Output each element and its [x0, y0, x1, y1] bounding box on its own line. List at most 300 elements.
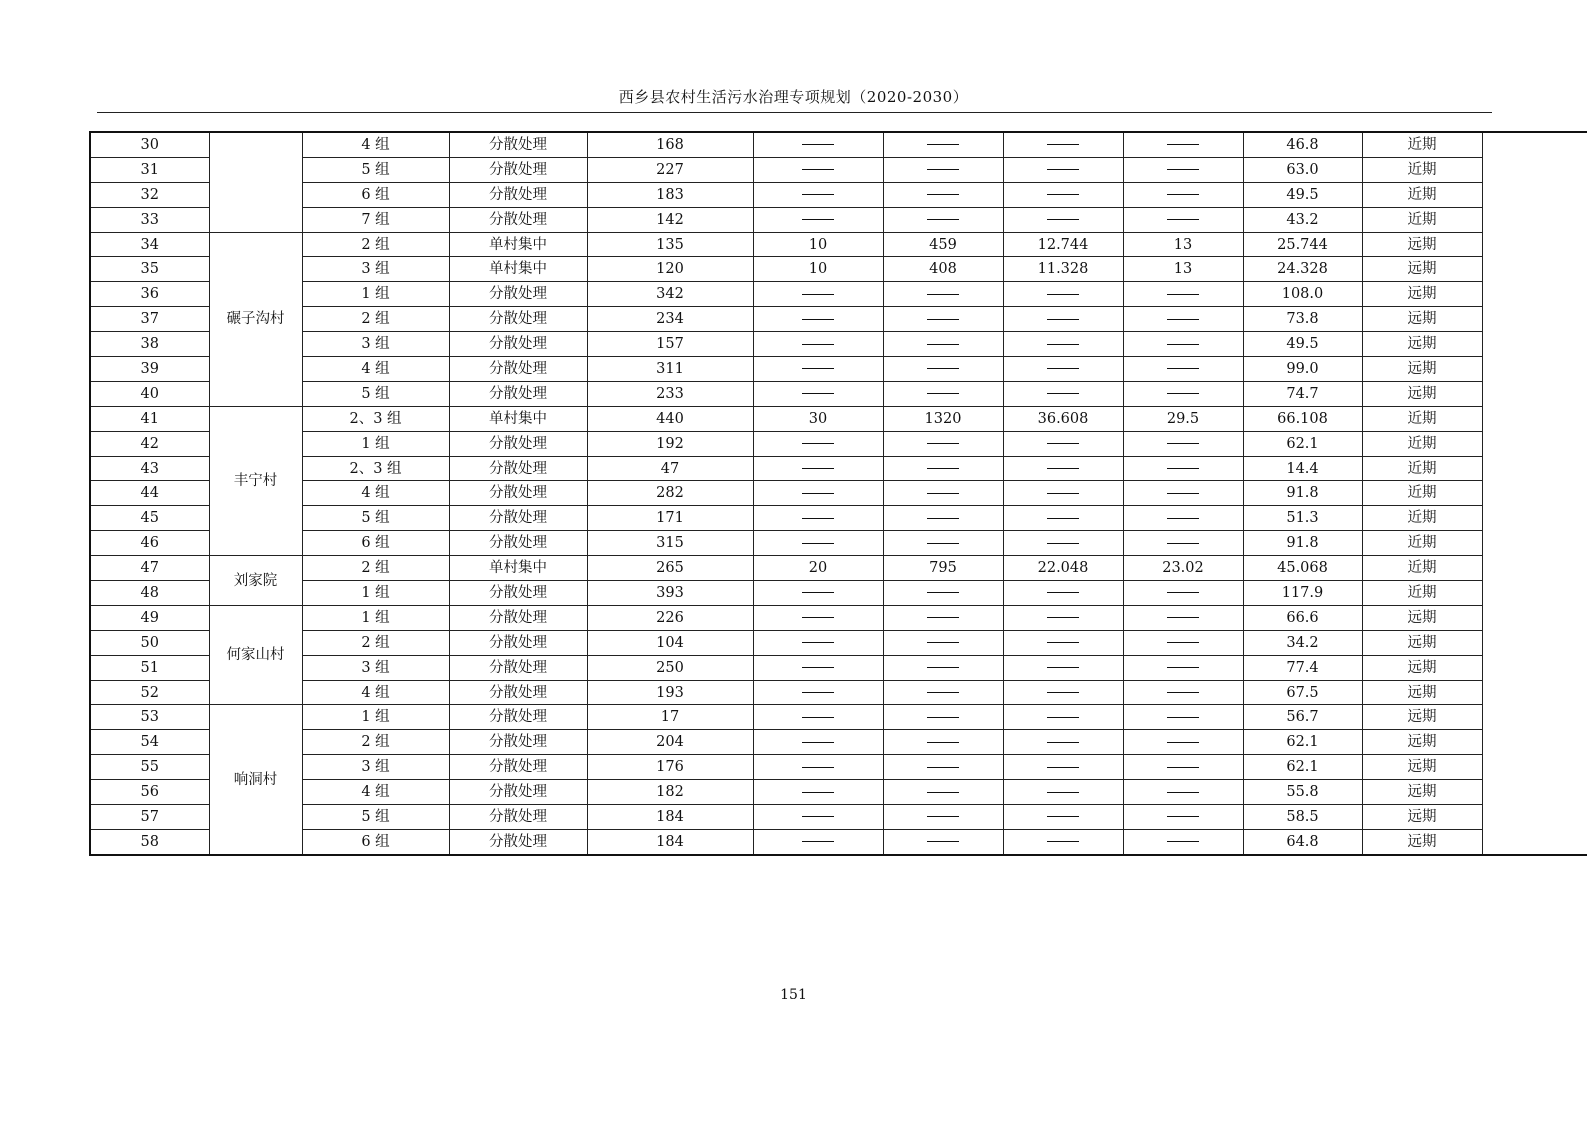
dash-placeholder [1167, 393, 1199, 394]
table-row [90, 207, 1587, 232]
table-row [90, 730, 1587, 755]
dash-placeholder [802, 493, 834, 494]
group-cell: 5 组 [302, 157, 449, 182]
dash-placeholder [802, 368, 834, 369]
pipe-cost-cell [1003, 605, 1123, 630]
facility-cost-cell: 13 [1123, 232, 1243, 257]
pipe-cost-cell [1003, 506, 1123, 531]
pipe-length-cell [883, 630, 1003, 655]
period-cell: 远期 [1362, 381, 1482, 406]
table-row [90, 357, 1587, 382]
dash-placeholder [927, 443, 959, 444]
group-cell: 6 组 [302, 829, 449, 854]
facility-cost-cell [1123, 581, 1243, 606]
population-cell: 192 [587, 431, 753, 456]
total-cost-cell: 77.4 [1243, 655, 1362, 680]
group-cell: 3 组 [302, 257, 449, 282]
dash-placeholder [1167, 543, 1199, 544]
population-cell: 226 [587, 605, 753, 630]
group-cell: 3 组 [302, 655, 449, 680]
period-cell: 近期 [1362, 456, 1482, 481]
pipe-cost-cell [1003, 655, 1123, 680]
dash-placeholder [802, 742, 834, 743]
group-cell: 2 组 [302, 630, 449, 655]
row-number-cell: 53 [90, 705, 209, 730]
dash-placeholder [802, 443, 834, 444]
pipe-length-cell [883, 381, 1003, 406]
table-row [90, 655, 1587, 680]
group-cell: 3 组 [302, 755, 449, 780]
row-number-cell: 37 [90, 307, 209, 332]
facility-cost-cell [1123, 207, 1243, 232]
table-row [90, 755, 1587, 780]
population-cell: 440 [587, 406, 753, 431]
treatment-mode-cell: 分散处理 [449, 456, 587, 481]
header-divider [97, 112, 1492, 113]
pipe-length-cell [883, 332, 1003, 357]
facility-cost-cell [1123, 307, 1243, 332]
treatment-mode-cell: 分散处理 [449, 755, 587, 780]
facility-cost-cell [1123, 282, 1243, 307]
population-cell: 311 [587, 357, 753, 382]
treatment-mode-cell: 分散处理 [449, 805, 587, 830]
dash-placeholder [802, 692, 834, 693]
dash-placeholder [802, 144, 834, 145]
group-cell: 4 组 [302, 680, 449, 705]
treatment-mode-cell: 分散处理 [449, 630, 587, 655]
dash-placeholder [927, 642, 959, 643]
row-number-cell: 44 [90, 481, 209, 506]
group-cell: 5 组 [302, 506, 449, 531]
group-cell: 7 组 [302, 207, 449, 232]
dash-placeholder [1047, 319, 1079, 320]
scale-cell [753, 157, 883, 182]
dash-placeholder [1167, 841, 1199, 842]
treatment-mode-cell: 分散处理 [449, 705, 587, 730]
period-cell: 远期 [1362, 655, 1482, 680]
facility-cost-cell [1123, 630, 1243, 655]
scale-cell [753, 705, 883, 730]
group-cell: 2、3 组 [302, 456, 449, 481]
table-row [90, 829, 1587, 854]
scale-cell [753, 581, 883, 606]
facility-cost-cell [1123, 705, 1243, 730]
pipe-cost-cell [1003, 456, 1123, 481]
row-number-cell: 54 [90, 730, 209, 755]
dash-placeholder [927, 144, 959, 145]
treatment-mode-cell: 单村集中 [449, 556, 587, 581]
village-cell: 何家山村 [209, 605, 302, 705]
dash-placeholder [1047, 692, 1079, 693]
group-cell: 6 组 [302, 531, 449, 556]
pipe-length-cell [883, 481, 1003, 506]
dash-placeholder [927, 543, 959, 544]
scale-cell [753, 780, 883, 805]
treatment-mode-cell: 单村集中 [449, 257, 587, 282]
pipe-cost-cell [1003, 581, 1123, 606]
pipe-length-cell [883, 157, 1003, 182]
row-number-cell: 48 [90, 581, 209, 606]
total-cost-cell: 64.8 [1243, 829, 1362, 854]
dash-placeholder [802, 319, 834, 320]
pipe-length-cell [883, 680, 1003, 705]
dash-placeholder [802, 393, 834, 394]
row-number-cell: 58 [90, 829, 209, 854]
dash-placeholder [927, 617, 959, 618]
row-number-cell: 51 [90, 655, 209, 680]
dash-placeholder [1167, 443, 1199, 444]
row-number-cell: 46 [90, 531, 209, 556]
group-cell: 5 组 [302, 805, 449, 830]
population-cell: 184 [587, 805, 753, 830]
table-row [90, 406, 1587, 431]
total-cost-cell: 62.1 [1243, 755, 1362, 780]
row-number-cell: 32 [90, 182, 209, 207]
facility-cost-cell [1123, 431, 1243, 456]
village-cell: 丰宁村 [209, 406, 302, 555]
period-cell: 远期 [1362, 730, 1482, 755]
treatment-mode-cell: 分散处理 [449, 381, 587, 406]
scale-cell [753, 829, 883, 854]
population-cell: 393 [587, 581, 753, 606]
dash-placeholder [927, 344, 959, 345]
period-cell: 远期 [1362, 755, 1482, 780]
pipe-cost-cell [1003, 431, 1123, 456]
group-cell: 6 组 [302, 182, 449, 207]
dash-placeholder [927, 393, 959, 394]
period-cell: 近期 [1362, 207, 1482, 232]
dash-placeholder [802, 468, 834, 469]
treatment-mode-cell: 分散处理 [449, 481, 587, 506]
period-cell: 远期 [1362, 257, 1482, 282]
dash-placeholder [1047, 816, 1079, 817]
row-number-cell: 56 [90, 780, 209, 805]
period-cell: 近期 [1362, 431, 1482, 456]
pipe-length-cell [883, 182, 1003, 207]
dash-placeholder [927, 592, 959, 593]
table-row [90, 456, 1587, 481]
scale-cell: 30 [753, 406, 883, 431]
scale-cell [753, 132, 883, 157]
dash-placeholder [1167, 194, 1199, 195]
facility-cost-cell [1123, 332, 1243, 357]
population-cell: 234 [587, 307, 753, 332]
dash-placeholder [927, 518, 959, 519]
dash-placeholder [802, 518, 834, 519]
dash-placeholder [802, 767, 834, 768]
dash-placeholder [1047, 294, 1079, 295]
population-cell: 157 [587, 332, 753, 357]
facility-cost-cell [1123, 755, 1243, 780]
population-cell: 168 [587, 132, 753, 157]
treatment-mode-cell: 分散处理 [449, 605, 587, 630]
treatment-mode-cell: 分散处理 [449, 581, 587, 606]
scale-cell [753, 481, 883, 506]
dash-placeholder [927, 717, 959, 718]
population-cell: 120 [587, 257, 753, 282]
facility-cost-cell: 29.5 [1123, 406, 1243, 431]
period-cell: 近期 [1362, 531, 1482, 556]
dash-placeholder [802, 592, 834, 593]
pipe-length-cell [883, 805, 1003, 830]
treatment-mode-cell: 分散处理 [449, 829, 587, 854]
population-cell: 282 [587, 481, 753, 506]
treatment-mode-cell: 分散处理 [449, 207, 587, 232]
total-cost-cell: 24.328 [1243, 257, 1362, 282]
row-number-cell: 45 [90, 506, 209, 531]
dash-placeholder [1047, 393, 1079, 394]
dash-placeholder [927, 667, 959, 668]
scale-cell [753, 307, 883, 332]
row-number-cell: 33 [90, 207, 209, 232]
treatment-mode-cell: 分散处理 [449, 282, 587, 307]
pipe-length-cell [883, 780, 1003, 805]
pipe-cost-cell [1003, 182, 1123, 207]
pipe-cost-cell [1003, 157, 1123, 182]
dash-placeholder [1047, 667, 1079, 668]
dash-placeholder [1047, 443, 1079, 444]
total-cost-cell: 14.4 [1243, 456, 1362, 481]
table-row [90, 680, 1587, 705]
table-row [90, 282, 1587, 307]
period-cell: 近期 [1362, 157, 1482, 182]
dash-placeholder [1167, 767, 1199, 768]
table-row [90, 581, 1587, 606]
population-cell: 227 [587, 157, 753, 182]
table-row [90, 705, 1587, 730]
pipe-cost-cell [1003, 829, 1123, 854]
scale-cell: 10 [753, 257, 883, 282]
dash-placeholder [1047, 368, 1079, 369]
treatment-mode-cell: 分散处理 [449, 506, 587, 531]
page-header-title: 西乡县农村生活污水治理专项规划（2020-2030） [618, 88, 969, 106]
total-cost-cell: 49.5 [1243, 182, 1362, 207]
treatment-mode-cell: 分散处理 [449, 730, 587, 755]
total-cost-cell: 56.7 [1243, 705, 1362, 730]
dash-placeholder [927, 169, 959, 170]
scale-cell [753, 431, 883, 456]
pipe-length-cell [883, 581, 1003, 606]
dash-placeholder [1167, 816, 1199, 817]
total-cost-cell: 45.068 [1243, 556, 1362, 581]
dash-placeholder [927, 319, 959, 320]
row-number-cell: 34 [90, 232, 209, 257]
pipe-cost-cell [1003, 481, 1123, 506]
table-row [90, 157, 1587, 182]
scale-cell [753, 655, 883, 680]
population-cell: 250 [587, 655, 753, 680]
group-cell: 4 组 [302, 357, 449, 382]
dash-placeholder [1047, 717, 1079, 718]
total-cost-cell: 99.0 [1243, 357, 1362, 382]
treatment-mode-cell: 单村集中 [449, 232, 587, 257]
period-cell: 远期 [1362, 630, 1482, 655]
row-number-cell: 57 [90, 805, 209, 830]
group-cell: 4 组 [302, 481, 449, 506]
period-cell: 近期 [1362, 406, 1482, 431]
dash-placeholder [1167, 294, 1199, 295]
row-number-cell: 38 [90, 332, 209, 357]
facility-cost-cell [1123, 680, 1243, 705]
facility-cost-cell [1123, 805, 1243, 830]
total-cost-cell: 66.108 [1243, 406, 1362, 431]
row-number-cell: 31 [90, 157, 209, 182]
facility-cost-cell [1123, 357, 1243, 382]
dash-placeholder [927, 692, 959, 693]
facility-cost-cell [1123, 381, 1243, 406]
population-cell: 204 [587, 730, 753, 755]
pipe-length-cell [883, 655, 1003, 680]
dash-placeholder [927, 493, 959, 494]
dash-placeholder [927, 468, 959, 469]
dash-placeholder [1047, 841, 1079, 842]
pipe-length-cell [883, 207, 1003, 232]
pipe-length-cell [883, 531, 1003, 556]
dash-placeholder [802, 792, 834, 793]
facility-cost-cell [1123, 182, 1243, 207]
scale-cell [753, 680, 883, 705]
pipe-cost-cell [1003, 307, 1123, 332]
dash-placeholder [1047, 493, 1079, 494]
total-cost-cell: 55.8 [1243, 780, 1362, 805]
pipe-length-cell [883, 282, 1003, 307]
facility-cost-cell [1123, 605, 1243, 630]
dash-placeholder [1047, 592, 1079, 593]
group-cell: 2 组 [302, 730, 449, 755]
population-cell: 184 [587, 829, 753, 854]
pipe-length-cell: 408 [883, 257, 1003, 282]
table-row [90, 556, 1587, 581]
dash-placeholder [1047, 144, 1079, 145]
pipe-cost-cell [1003, 730, 1123, 755]
table-row [90, 805, 1587, 830]
facility-cost-cell [1123, 481, 1243, 506]
period-cell: 近期 [1362, 506, 1482, 531]
page-number: 151 [780, 987, 807, 1003]
dash-placeholder [1047, 792, 1079, 793]
pipe-cost-cell [1003, 805, 1123, 830]
dash-placeholder [927, 792, 959, 793]
dash-placeholder [1167, 219, 1199, 220]
dash-placeholder [1047, 543, 1079, 544]
row-number-cell: 42 [90, 431, 209, 456]
period-cell: 远期 [1362, 605, 1482, 630]
period-cell: 近期 [1362, 581, 1482, 606]
pipe-cost-cell [1003, 680, 1123, 705]
dash-placeholder [1167, 667, 1199, 668]
dash-placeholder [1167, 344, 1199, 345]
dash-placeholder [1167, 742, 1199, 743]
dash-placeholder [1047, 219, 1079, 220]
row-number-cell: 36 [90, 282, 209, 307]
sewage-plan-table [89, 131, 1587, 856]
total-cost-cell: 43.2 [1243, 207, 1362, 232]
period-cell: 近期 [1362, 556, 1482, 581]
pipe-cost-cell [1003, 755, 1123, 780]
dash-placeholder [1167, 617, 1199, 618]
pipe-cost-cell [1003, 780, 1123, 805]
village-cell: 响洞村 [209, 705, 302, 855]
scale-cell [753, 730, 883, 755]
period-cell: 远期 [1362, 332, 1482, 357]
total-cost-cell: 49.5 [1243, 332, 1362, 357]
scale-cell: 20 [753, 556, 883, 581]
treatment-mode-cell: 分散处理 [449, 132, 587, 157]
dash-placeholder [1047, 767, 1079, 768]
pipe-cost-cell [1003, 705, 1123, 730]
scale-cell [753, 332, 883, 357]
dash-placeholder [927, 219, 959, 220]
pipe-length-cell [883, 755, 1003, 780]
facility-cost-cell [1123, 132, 1243, 157]
period-cell: 远期 [1362, 805, 1482, 830]
row-number-cell: 40 [90, 381, 209, 406]
dash-placeholder [1047, 169, 1079, 170]
total-cost-cell: 63.0 [1243, 157, 1362, 182]
row-number-cell: 49 [90, 605, 209, 630]
pipe-length-cell [883, 829, 1003, 854]
treatment-mode-cell: 分散处理 [449, 655, 587, 680]
scale-cell [753, 207, 883, 232]
group-cell: 1 组 [302, 581, 449, 606]
treatment-mode-cell: 分散处理 [449, 157, 587, 182]
population-cell: 233 [587, 381, 753, 406]
table-row [90, 431, 1587, 456]
group-cell: 2 组 [302, 232, 449, 257]
group-cell: 1 组 [302, 705, 449, 730]
table-row [90, 257, 1587, 282]
row-number-cell: 52 [90, 680, 209, 705]
period-cell: 近期 [1362, 182, 1482, 207]
dash-placeholder [802, 169, 834, 170]
dash-placeholder [802, 344, 834, 345]
dash-placeholder [1167, 169, 1199, 170]
pipe-length-cell: 1320 [883, 406, 1003, 431]
pipe-length-cell [883, 431, 1003, 456]
dash-placeholder [802, 294, 834, 295]
population-cell: 342 [587, 282, 753, 307]
total-cost-cell: 51.3 [1243, 506, 1362, 531]
row-number-cell: 35 [90, 257, 209, 282]
scale-cell [753, 805, 883, 830]
scale-cell [753, 605, 883, 630]
treatment-mode-cell: 分散处理 [449, 332, 587, 357]
dash-placeholder [1167, 792, 1199, 793]
dash-placeholder [1047, 344, 1079, 345]
total-cost-cell: 25.744 [1243, 232, 1362, 257]
total-cost-cell: 58.5 [1243, 805, 1362, 830]
pipe-length-cell [883, 456, 1003, 481]
total-cost-cell: 117.9 [1243, 581, 1362, 606]
row-number-cell: 47 [90, 556, 209, 581]
pipe-cost-cell: 11.328 [1003, 257, 1123, 282]
pipe-length-cell [883, 605, 1003, 630]
treatment-mode-cell: 分散处理 [449, 307, 587, 332]
scale-cell [753, 381, 883, 406]
dash-placeholder [802, 816, 834, 817]
dash-placeholder [1167, 493, 1199, 494]
population-cell: 171 [587, 506, 753, 531]
pipe-cost-cell: 22.048 [1003, 556, 1123, 581]
treatment-mode-cell: 分散处理 [449, 680, 587, 705]
pipe-length-cell: 795 [883, 556, 1003, 581]
dash-placeholder [1167, 642, 1199, 643]
row-number-cell: 39 [90, 357, 209, 382]
table-row [90, 232, 1587, 257]
group-cell: 4 组 [302, 780, 449, 805]
total-cost-cell: 66.6 [1243, 605, 1362, 630]
dash-placeholder [802, 194, 834, 195]
